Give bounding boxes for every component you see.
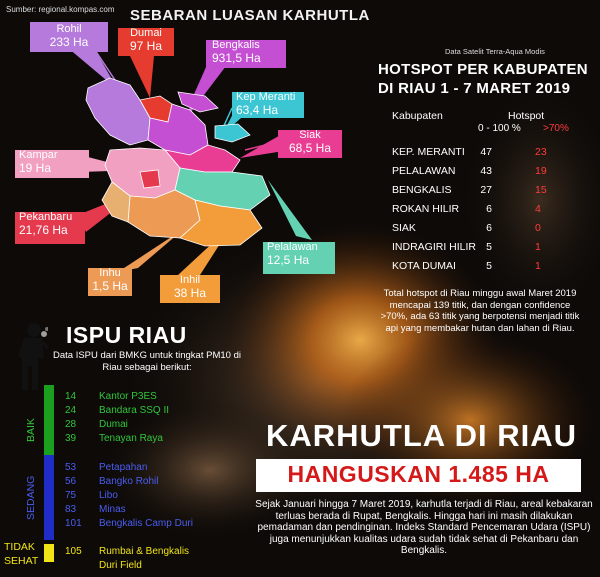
callout-meranti bbox=[232, 92, 304, 118]
firefighter-icon bbox=[14, 320, 48, 392]
ispu-location: Libo bbox=[99, 490, 118, 501]
hotspot-kabupaten: INDRAGIRI HILIR bbox=[392, 241, 477, 253]
callout-pekanbaru-value: 21,76 Ha bbox=[19, 222, 68, 237]
hotspot-kabupaten: SIAK bbox=[392, 222, 416, 234]
ispu-bar-tidak-sehat bbox=[44, 544, 54, 562]
callout-inhu bbox=[88, 268, 132, 296]
hotspot-count: 5 bbox=[486, 241, 492, 253]
hotspot-kabupaten: BENGKALIS bbox=[392, 184, 452, 196]
callout-pelalawan-value: 12,5 Ha bbox=[267, 252, 310, 267]
callout-dumai-value: 97 Ha bbox=[129, 38, 163, 53]
ispu-value: 28 bbox=[65, 419, 77, 430]
ispu-row bbox=[65, 518, 265, 531]
hotspot-row bbox=[392, 260, 572, 274]
satellite-source: Data Satelit Terra-Aqua Modis bbox=[445, 47, 545, 56]
callout-inhil-name: Inhil bbox=[179, 274, 201, 286]
hotspot-kabupaten: ROKAN HILIR bbox=[392, 203, 460, 215]
ispu-row bbox=[65, 391, 265, 404]
hotspot-kabupaten: KOTA DUMAI bbox=[392, 260, 456, 272]
callout-inhu-value: 1,5 Ha bbox=[92, 278, 128, 293]
hotspot-high-count: 23 bbox=[535, 146, 547, 158]
hotspot-count: 6 bbox=[486, 222, 492, 234]
hotspot-kabupaten: KEP. MERANTI bbox=[392, 146, 465, 158]
ispu-group-tidak-sehat-line2: SEHAT bbox=[4, 555, 39, 567]
callout-bengkalis bbox=[206, 40, 286, 68]
ispu-row bbox=[65, 433, 265, 446]
ispu-value: 39 bbox=[65, 433, 77, 444]
callout-meranti-value: 63,4 Ha bbox=[236, 102, 279, 117]
ispu-subtitle: Data ISPU dari BMKG untuk tingkat PM10 di Riau sebagai berikut: bbox=[53, 350, 241, 373]
hotspot-col-kabupaten: Kabupaten bbox=[392, 110, 443, 122]
hotspot-count: 43 bbox=[480, 165, 492, 177]
hotspot-note: Total hotspot di Riau minggu awal Maret 2019 mencapai 139 titik, dan dengan confidence >70%, ada 63 titik yang berpotensi menjadi titik api yang membakar hutan dan lahan di Riau. bbox=[380, 288, 580, 334]
ispu-value: 24 bbox=[65, 405, 77, 416]
ispu-row bbox=[65, 419, 265, 432]
hotspot-count: 5 bbox=[486, 260, 492, 272]
hotspot-count: 47 bbox=[480, 146, 492, 158]
hotspot-count: 6 bbox=[486, 203, 492, 215]
hotspot-row bbox=[392, 203, 572, 217]
ispu-location: Bandara SSQ II bbox=[99, 405, 170, 416]
callout-pekanbaru bbox=[15, 212, 85, 244]
callout-kampar-name: Kampar bbox=[19, 149, 58, 161]
hotspot-high-count: 15 bbox=[535, 184, 547, 196]
ispu-value: 105 bbox=[65, 546, 82, 557]
region-pekanbaru bbox=[140, 170, 160, 188]
callout-rohil-value: 233 Ha bbox=[49, 34, 89, 49]
hotspot-high-count: 19 bbox=[535, 165, 547, 177]
ispu-row bbox=[65, 462, 265, 475]
ispu-group-baik: BAIK bbox=[25, 418, 37, 442]
hotspot-high-count: 4 bbox=[535, 203, 541, 215]
callout-inhil-value: 38 Ha bbox=[173, 285, 207, 300]
headline-body: Sejak Januari hingga 7 Maret 2019, karhutla terjadi di Riau, areal kebakaran terluas berada di Rupat, Bengkalis. Hingga hari ini masih dilakukan pemadaman dan pendinginan. Indeks Standard Pencemaran Udara (ISPU) juga menunjukkan kualitas udara sudah tidak sehat di Pekanbaru dan Bengkalis. bbox=[255, 499, 593, 556]
ispu-bar-sedang bbox=[44, 455, 54, 540]
map-title: SEBARAN LUASAN KARHUTLA bbox=[130, 7, 370, 24]
hotspot-title-line2: DI RIAU 1 - 7 MARET 2019 bbox=[378, 80, 571, 97]
ispu-row bbox=[65, 546, 265, 559]
ispu-location: Petapahan bbox=[99, 462, 148, 473]
callout-rohil bbox=[30, 22, 108, 52]
hotspot-kabupaten: PELALAWAN bbox=[392, 165, 456, 177]
callout-inhu-name: Inhu bbox=[99, 267, 121, 279]
ispu-value: 83 bbox=[65, 504, 77, 515]
hotspot-row bbox=[392, 222, 572, 236]
hotspot-high-count: 1 bbox=[535, 241, 541, 253]
ispu-value: 101 bbox=[65, 518, 82, 529]
callout-bengkalis-name: Bengkalis bbox=[212, 39, 260, 51]
hotspot-row bbox=[392, 165, 572, 179]
ispu-title: ISPU RIAU bbox=[66, 322, 187, 348]
ispu-row bbox=[65, 560, 265, 573]
ispu-location: Minas bbox=[99, 504, 126, 515]
ispu-value: 56 bbox=[65, 476, 77, 487]
ispu-location: Bangko Rohil bbox=[99, 476, 159, 487]
source-credit: Sumber: regional.kompas.com bbox=[6, 5, 115, 14]
hotspot-row bbox=[392, 184, 572, 198]
ispu-location: Rumbai & Bengkalis bbox=[99, 546, 190, 557]
ispu-location: Duri Field bbox=[99, 560, 142, 571]
callout-dumai bbox=[118, 28, 174, 56]
callout-kampar bbox=[15, 150, 89, 178]
ispu-row bbox=[65, 476, 265, 489]
hotspot-col-high: >70% bbox=[543, 123, 569, 134]
callout-siak-name: Siak bbox=[299, 129, 321, 141]
headline-title: KARHUTLA DI RIAU bbox=[266, 418, 578, 453]
ispu-value: 14 bbox=[65, 391, 77, 402]
hotspot-row bbox=[392, 146, 572, 160]
callout-dumai-name: Dumai bbox=[130, 27, 162, 39]
callout-siak bbox=[278, 130, 342, 158]
ispu-location: Kantor P3ES bbox=[99, 391, 157, 402]
ispu-group-tidak-sehat-line1: TIDAK bbox=[4, 541, 35, 553]
hotspot-high-count: 0 bbox=[535, 222, 541, 234]
region-rohil bbox=[86, 78, 150, 145]
ispu-row bbox=[65, 490, 265, 503]
hotspot-col-hotspot: Hotspot bbox=[508, 110, 545, 122]
ispu-bar-baik bbox=[44, 385, 54, 455]
ispu-location: Tenayan Raya bbox=[99, 433, 163, 444]
callout-siak-value: 68,5 Ha bbox=[288, 140, 332, 155]
ispu-location: Dumai bbox=[99, 419, 128, 430]
hotspot-title bbox=[378, 60, 588, 98]
callout-pekanbaru-name: Pekanbaru bbox=[19, 211, 73, 223]
hotspot-count: 27 bbox=[480, 184, 492, 196]
ispu-row bbox=[65, 504, 265, 517]
hotspot-row bbox=[392, 241, 572, 255]
ispu-location: Bengkalis Camp Duri bbox=[99, 518, 193, 529]
ispu-row bbox=[65, 405, 265, 418]
headline-subtitle: HANGUSKAN 1.485 HA bbox=[287, 461, 550, 487]
callout-pelalawan bbox=[263, 242, 335, 274]
callout-kampar-value: 19 Ha bbox=[19, 160, 52, 175]
hotspot-high-count: 1 bbox=[535, 260, 541, 272]
callout-bengkalis-value: 931,5 Ha bbox=[212, 50, 261, 65]
pointer-pelalawan bbox=[268, 180, 312, 240]
ispu-value: 53 bbox=[65, 462, 77, 473]
ispu-group-sedang: SEDANG bbox=[25, 475, 37, 520]
hotspot-title-line1: HOTSPOT PER KABUPATEN bbox=[378, 61, 588, 78]
callout-inhil bbox=[160, 275, 220, 303]
hotspot-col-range: 0 - 100 % bbox=[478, 123, 521, 134]
callout-pelalawan-name: Pelalawan bbox=[267, 241, 318, 253]
region-meranti bbox=[215, 124, 250, 142]
callout-rohil-name: Rohil bbox=[56, 23, 82, 35]
ispu-value: 75 bbox=[65, 490, 77, 501]
callout-meranti-name: Kep Meranti bbox=[236, 91, 296, 103]
ispu-group-tidak-sehat bbox=[4, 540, 38, 568]
